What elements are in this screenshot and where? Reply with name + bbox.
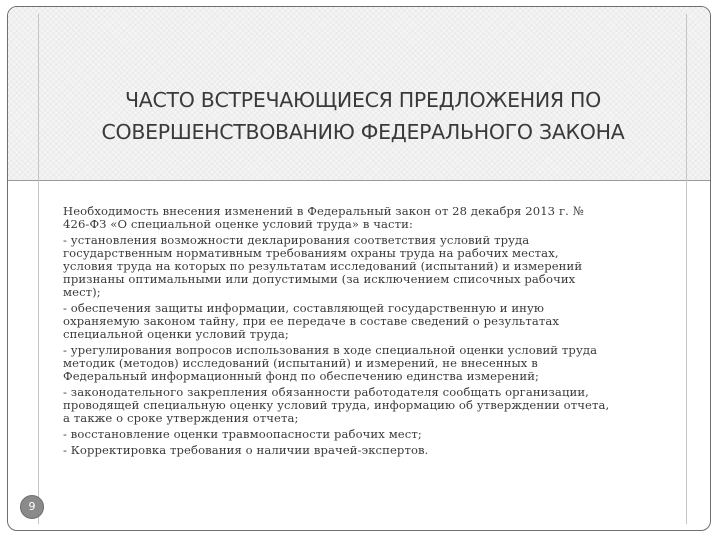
body-line: а также о сроке утверждения отчета; xyxy=(63,411,299,425)
body-line: - Корректировка требования о наличии врачей-экспертов. xyxy=(63,443,429,457)
list-item-injury-assessment xyxy=(63,428,681,441)
body-line: - восстановление оценки травмоопасности рабочих мест; xyxy=(63,427,422,441)
title-divider xyxy=(8,180,710,181)
slide-title-line: ЧАСТО ВСТРЕЧАЮЩИЕСЯ ПРЕДЛОЖЕНИЯ ПО xyxy=(125,88,601,112)
body-line: охраняемую законом тайну, при ее передаче в составе сведений о результатах xyxy=(63,314,560,328)
page-number-badge: 9 xyxy=(20,495,44,519)
list-item-methods xyxy=(63,344,681,383)
body-line: Необходимость внесения изменений в Федеральный закон от 28 декабря 2013 г. № xyxy=(63,204,584,218)
body-line: - урегулирования вопросов использования в ходе специальной оценки условий труда xyxy=(63,343,598,357)
body-line: признаны оптимальными или допустимыми (за исключением списочных рабочих xyxy=(63,272,576,286)
list-item-employer-duty xyxy=(63,386,681,425)
left-margin-rule xyxy=(38,14,39,524)
right-margin-rule xyxy=(686,14,687,524)
list-item-medical-experts xyxy=(63,444,681,457)
body-line: мест); xyxy=(63,285,101,299)
body-line: методик (методов) исследований (испытаний) и измерений, не внесенных в xyxy=(63,356,538,370)
body-line: - обеспечения защиты информации, составляющей государственную и иную xyxy=(63,301,545,315)
body-line: проводящей специальную оценку условий труда, информацию об утверждении отчета, xyxy=(63,398,610,412)
slide-body xyxy=(63,205,681,460)
body-line: специальной оценки условий труда; xyxy=(63,327,289,341)
body-line: условия труда на которых по результатам исследований (испытаний) и измерений xyxy=(63,259,583,273)
body-line: 426-ФЗ «О специальной оценке условий труда» в части: xyxy=(63,217,413,231)
list-item-declaration xyxy=(63,234,681,299)
body-line: - установления возможности декларирования соответствия условий труда xyxy=(63,233,530,247)
slide-title-line: СОВЕРШЕНСТВОВАНИЮ ФЕДЕРАЛЬНОГО ЗАКОНА xyxy=(101,120,625,144)
list-item-information-protection xyxy=(63,302,681,341)
slide-title xyxy=(40,84,686,148)
body-line: - законодательного закрепления обязанности работодателя сообщать организации, xyxy=(63,385,589,399)
body-line: государственным нормативным требованиям охраны труда на рабочих местах, xyxy=(63,246,559,260)
body-line: Федеральный информационный фонд по обеспечению единства измерений; xyxy=(63,369,540,383)
intro-paragraph xyxy=(63,205,681,231)
